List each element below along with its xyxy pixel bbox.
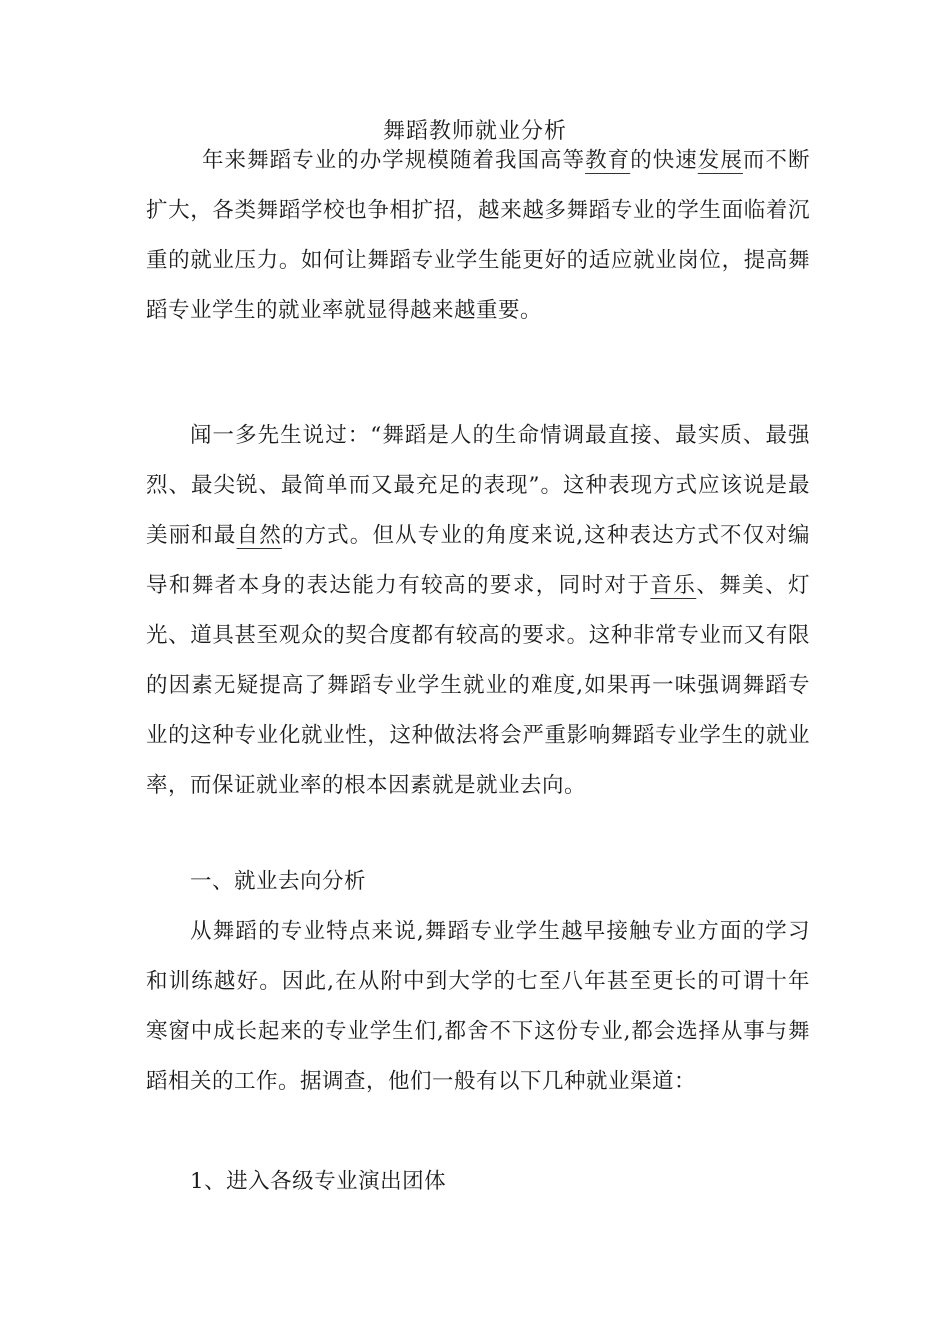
- development-link[interactable]: 发展: [697, 148, 743, 173]
- music-link[interactable]: 音乐: [650, 573, 697, 598]
- education-link[interactable]: 教育: [585, 148, 631, 173]
- paragraph-text: 、舞美、灯光、道具甚至观众的契合度都有较高的要求。这种非常专业而又有限的因素无疑提高了舞蹈专业学生就业的难度,如果再一味强调舞蹈专业的这种专业化就业性，这种做法将会严重影响舞蹈专业学生的就业率，而保证就业率的根本因素就是就业去向。: [146, 573, 810, 798]
- nature-link[interactable]: 自然: [236, 523, 282, 548]
- section-heading: 一、就业去向分析: [190, 869, 367, 894]
- paragraph-text: 的快速: [630, 148, 698, 173]
- intro-paragraph: [146, 136, 810, 336]
- paragraph-text: 而不断扩大，各类舞蹈学校也争相扩招，越来越多舞蹈专业的学生面临着沉重的就业压力。如何让舞蹈专业学生能更好的适应就业岗位，提高舞蹈专业学生的就业率就显得越来越重要。: [146, 148, 810, 323]
- paragraph-text: 年来舞蹈专业的办学规模随着我国高等: [202, 148, 586, 173]
- list-item: 1、进入各级专业演出团体: [190, 1169, 447, 1194]
- paragraph-text: 闻一多先生说过：“舞蹈是人的生命情调最直接、最实质、最强烈、最尖锐、最简单而又最充足的表现”。这种表现方式应该说是最美丽和最: [146, 423, 810, 548]
- paragraph-text: 的方式。但从专业的角度来说,这种表达方式不仅对编导和舞者本身的表达能力有较高的要求，同时对于: [146, 523, 810, 598]
- document-title: 舞蹈教师就业分析: [382, 119, 567, 144]
- quote-paragraph: [146, 411, 810, 811]
- employment-paragraph: 从舞蹈的专业特点来说,舞蹈专业学生越早接触专业方面的学习和训练越好。因此,在从附中到大学的七至八年甚至更长的可谓十年寒窗中成长起来的专业学生们,都舍不下这份专业,都会选择从事与舞蹈相关的工作。据调查，他们一般有以下几种就业渠道：: [146, 919, 810, 1094]
